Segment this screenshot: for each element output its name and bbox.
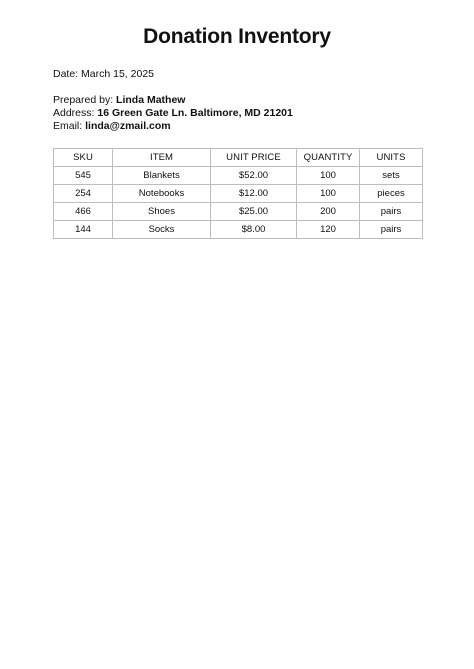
cell-item: Socks [113,221,211,239]
address-line [53,107,293,120]
cell-unit-price: $25.00 [211,203,297,221]
prepared-by-value: Linda Mathew [116,94,186,106]
cell-units: sets [360,167,423,185]
cell-quantity: 120 [297,221,360,239]
page-title: Donation Inventory [143,25,331,48]
header-unit-price: UNIT PRICE [211,149,297,167]
address-label: Address: [53,107,95,119]
email-label: Email: [53,120,83,132]
cell-units: pairs [360,221,423,239]
table-row [54,185,423,203]
table-row [54,167,423,185]
inventory-table [53,148,423,239]
table-row [54,203,423,221]
address-value: 16 Green Gate Ln. Baltimore, MD 21201 [97,107,293,119]
date-value: March 15, 2025 [81,68,154,80]
email-line [53,120,171,133]
cell-unit-price: $52.00 [211,167,297,185]
cell-item: Shoes [113,203,211,221]
date-line [53,68,154,81]
cell-quantity: 200 [297,203,360,221]
cell-sku: 254 [54,185,113,203]
header-item: ITEM [113,149,211,167]
cell-units: pairs [360,203,423,221]
cell-quantity: 100 [297,185,360,203]
cell-item: Blankets [113,167,211,185]
cell-units: pieces [360,185,423,203]
cell-sku: 466 [54,203,113,221]
cell-unit-price: $12.00 [211,185,297,203]
cell-quantity: 100 [297,167,360,185]
email-value: linda@zmail.com [85,120,171,132]
cell-sku: 144 [54,221,113,239]
header-quantity: QUANTITY [297,149,360,167]
cell-unit-price: $8.00 [211,221,297,239]
cell-item: Notebooks [113,185,211,203]
prepared-by-line [53,94,185,107]
prepared-by-label: Prepared by: [53,94,114,106]
cell-sku: 545 [54,167,113,185]
header-units: UNITS [360,149,423,167]
table-row [54,221,423,239]
header-sku: SKU [54,149,113,167]
date-label: Date: [53,68,79,80]
table-header-row [54,149,423,167]
